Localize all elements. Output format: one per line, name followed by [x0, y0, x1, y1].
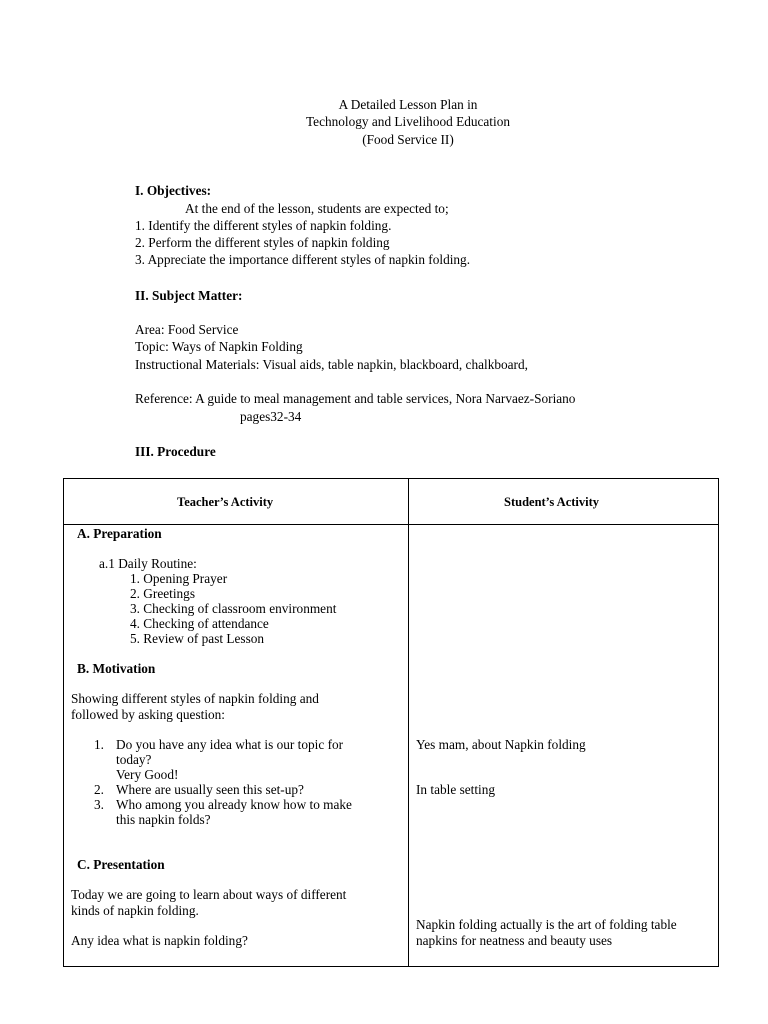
daily-routine-label: a.1 Daily Routine: — [99, 556, 197, 571]
student-answer: Yes mam, about Napkin folding — [416, 737, 586, 752]
student-answer: Napkin folding actually is the art of folding table — [416, 917, 677, 932]
student-answer: In table setting — [416, 782, 496, 797]
objective-item: 2. Perform the different styles of napkin folding — [135, 235, 390, 250]
routine-item: 3. Checking of classroom environment — [130, 601, 337, 616]
question-text: Do you have any idea what is our topic for — [116, 737, 344, 752]
routine-item: 5. Review of past Lesson — [130, 631, 265, 646]
presentation-heading: C. Presentation — [77, 857, 165, 872]
routine-item: 2. Greetings — [130, 586, 195, 601]
motivation-lead-line2: followed by asking question: — [71, 707, 226, 722]
procedure-table — [63, 478, 719, 967]
column-divider — [408, 479, 409, 966]
question-text: this napkin folds? — [116, 812, 211, 827]
preparation-heading: A. Preparation — [77, 526, 162, 541]
subject-topic: Topic: Ways of Napkin Folding — [135, 339, 303, 354]
teacher-activity-header: Teacher’s Activity — [177, 495, 274, 509]
question-number: 3. — [94, 797, 104, 812]
doc-title-line2: Technology and Livelihood Education — [305, 114, 510, 129]
question-number: 1. — [94, 737, 104, 752]
student-answer: napkins for neatness and beauty uses — [416, 933, 613, 948]
routine-item: 1. Opening Prayer — [130, 571, 228, 586]
motivation-heading: B. Motivation — [77, 661, 156, 676]
presentation-line: kinds of napkin folding. — [71, 903, 199, 918]
subject-reference: Reference: A guide to meal management and table services, Nora Narvaez-Soriano — [135, 391, 576, 406]
doc-title-line1: A Detailed Lesson Plan in — [338, 97, 478, 112]
presentation-line: Today we are going to learn about ways of different — [71, 887, 347, 902]
header-divider — [64, 524, 718, 525]
student-activity-header: Student’s Activity — [504, 495, 600, 509]
subject-area: Area: Food Service — [135, 322, 239, 337]
procedure-heading: III. Procedure — [135, 444, 216, 459]
objectives-intro: At the end of the lesson, students are expected to; — [185, 201, 449, 216]
question-text: Where are usually seen this set-up? — [116, 782, 304, 797]
teacher-feedback: Very Good! — [116, 767, 179, 782]
objectives-heading: I. Objectives: — [135, 183, 212, 198]
subject-matter-heading: II. Subject Matter: — [135, 288, 243, 303]
question-number: 2. — [94, 782, 104, 797]
presentation-question: Any idea what is napkin folding? — [71, 933, 248, 948]
motivation-lead-line1: Showing different styles of napkin folding and — [71, 691, 319, 706]
objective-item: 3. Appreciate the importance different styles of napkin folding. — [135, 252, 471, 267]
doc-title-line3: (Food Service II) — [362, 132, 454, 147]
question-text: today? — [116, 752, 152, 767]
subject-pages: pages32-34 — [240, 409, 302, 424]
question-text: Who among you already know how to make — [116, 797, 352, 812]
subject-materials: Instructional Materials: Visual aids, table napkin, blackboard, chalkboard, — [135, 357, 528, 372]
objective-item: 1. Identify the different styles of napkin folding. — [135, 218, 392, 233]
routine-item: 4. Checking of attendance — [130, 616, 269, 631]
